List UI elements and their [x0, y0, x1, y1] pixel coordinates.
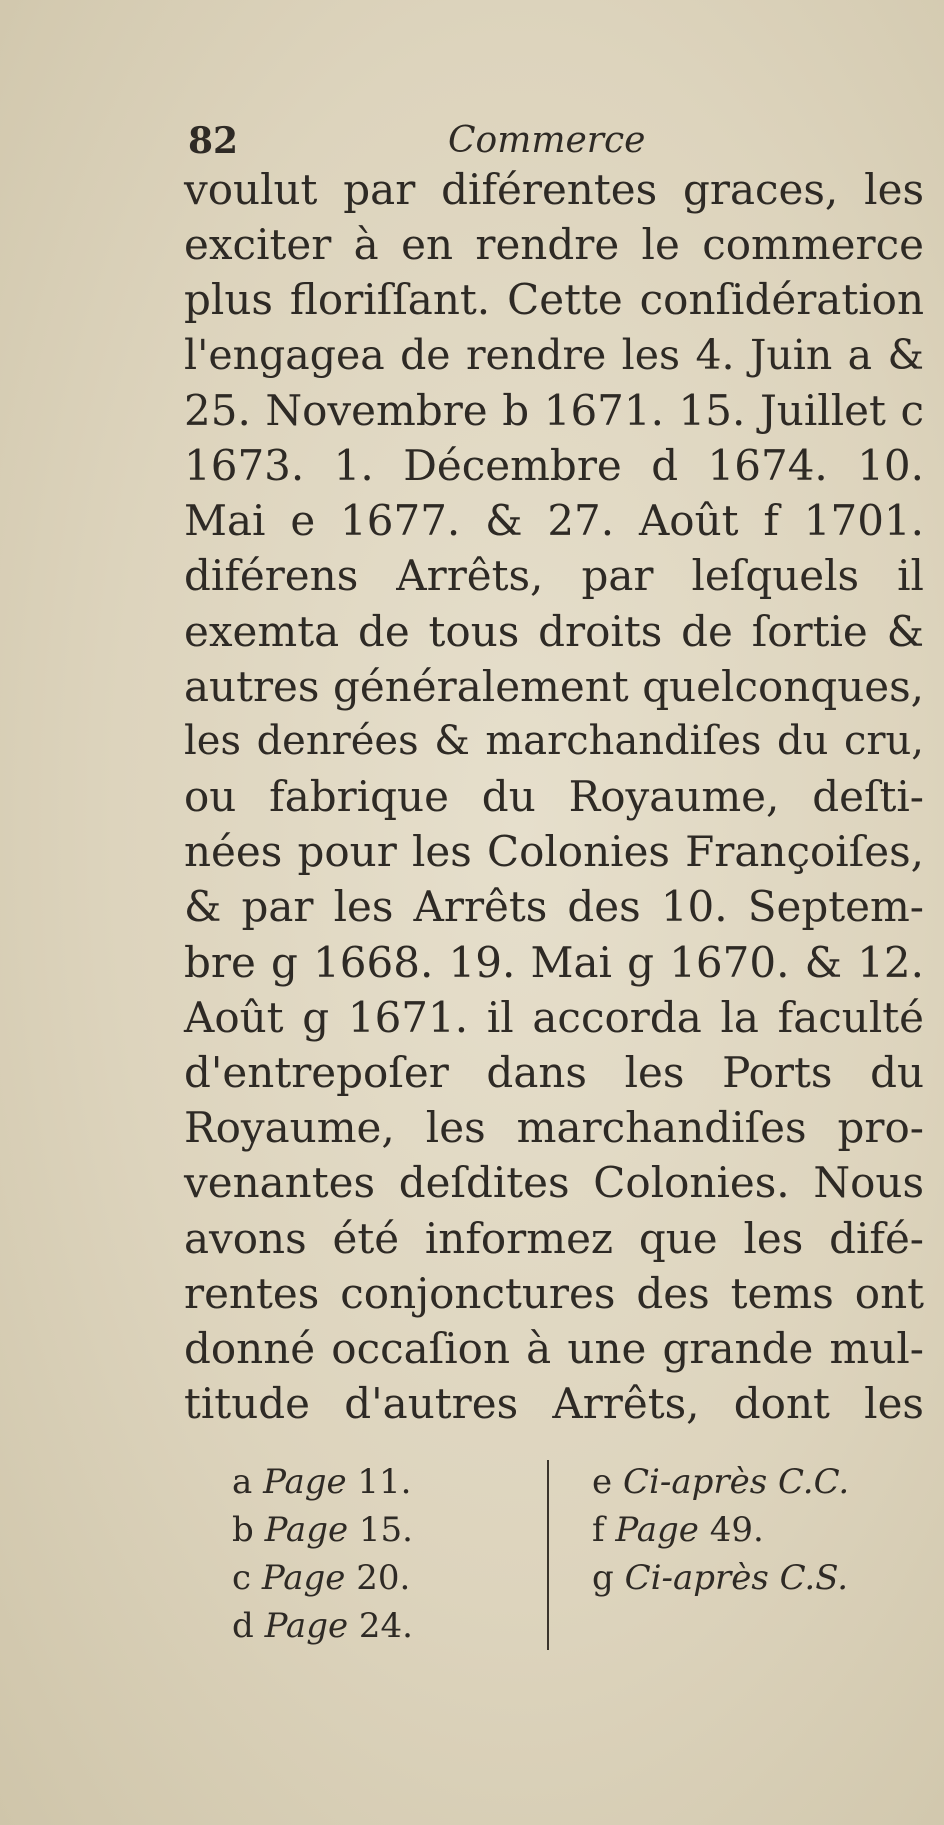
footnote-divider	[547, 1460, 549, 1650]
footnote-number: 20.	[356, 1558, 411, 1598]
footnote	[232, 1506, 413, 1554]
footnote-letter: e	[592, 1462, 613, 1502]
footnote	[592, 1506, 849, 1554]
text-line: Mai e 1677. & 27. Août f 1701.	[184, 496, 924, 546]
text-line: avons été informez que les difé-	[184, 1213, 924, 1263]
footnote-ref: Page	[263, 1462, 347, 1502]
footnote	[232, 1458, 413, 1506]
footnotes-right-column	[592, 1458, 849, 1602]
footnote-number: 24.	[358, 1606, 413, 1646]
footnote-letter: a	[232, 1462, 253, 1502]
footnote-letter: c	[232, 1558, 252, 1598]
footnote-letter: g	[592, 1558, 614, 1598]
footnote-ref: Page	[615, 1510, 699, 1550]
footnote-ref: Ci-après C.S.	[624, 1558, 849, 1598]
text-line: exciter à en rendre le commerce	[184, 220, 924, 270]
page-number: 82	[188, 120, 239, 162]
text-line: nées pour les Colonies Françoiſes,	[184, 827, 924, 877]
text-line: bre g 1668. 19. Mai g 1670. & 12.	[184, 937, 924, 987]
text-line: voulut par diférentes graces, les	[184, 165, 924, 214]
footnote-ref: Page	[264, 1510, 349, 1550]
text-line: ou fabrique du Royaume, deſti-	[184, 772, 924, 822]
footnote-ref: Ci-après C.C.	[622, 1462, 850, 1502]
body-text	[184, 162, 924, 1431]
text-line: plus floriſſant. Cette conſidération	[184, 275, 924, 325]
footnotes-left-column	[232, 1458, 413, 1650]
footnote	[232, 1602, 413, 1650]
text-line: autres généralement quelconques,	[184, 661, 924, 711]
footnote	[232, 1554, 413, 1602]
text-line: rentes conjonctures des tems ont	[184, 1268, 924, 1318]
text-line: 25. Novembre b 1671. 15. Juillet c	[184, 385, 924, 435]
text-line: Royaume, les marchandiſes pro-	[184, 1103, 924, 1153]
footnote	[592, 1458, 849, 1506]
text-line: 1673. 1. Décembre d 1674. 10.	[184, 440, 924, 490]
text-line: l'engagea de rendre les 4. Juin a &	[184, 330, 924, 379]
footnote-letter: d	[232, 1606, 254, 1646]
footnote-number: 15.	[358, 1510, 413, 1550]
footnote-number: 11.	[357, 1462, 412, 1502]
text-line: titude d'autres Arrêts, dont les	[184, 1379, 924, 1429]
footnote-letter: f	[592, 1510, 605, 1550]
text-line: & par les Arrêts des 10. Septem-	[184, 882, 924, 932]
text-line: exemta de tous droits de ſortie &	[184, 606, 924, 656]
footnote-ref: Page	[264, 1606, 349, 1646]
footnote-letter: b	[232, 1510, 254, 1550]
text-line: d'entrepoſer dans les Ports du	[184, 1048, 924, 1097]
footnotes	[232, 1458, 932, 1698]
text-line: donné occaſion à une grande mul-	[184, 1323, 924, 1373]
footnote-number: 49.	[709, 1510, 764, 1550]
text-line: Août g 1671. il accorda la faculté	[184, 992, 924, 1042]
text-line: les denrées & marchandiſes du cru,	[184, 717, 924, 764]
running-head: Commerce	[448, 120, 646, 161]
text-line: diférens Arrêts, par leſquels il	[184, 551, 924, 601]
text-line: venantes deſdites Colonies. Nous	[184, 1158, 924, 1208]
page-header	[188, 118, 908, 164]
footnote-ref: Page	[261, 1558, 346, 1598]
footnote	[592, 1554, 849, 1602]
